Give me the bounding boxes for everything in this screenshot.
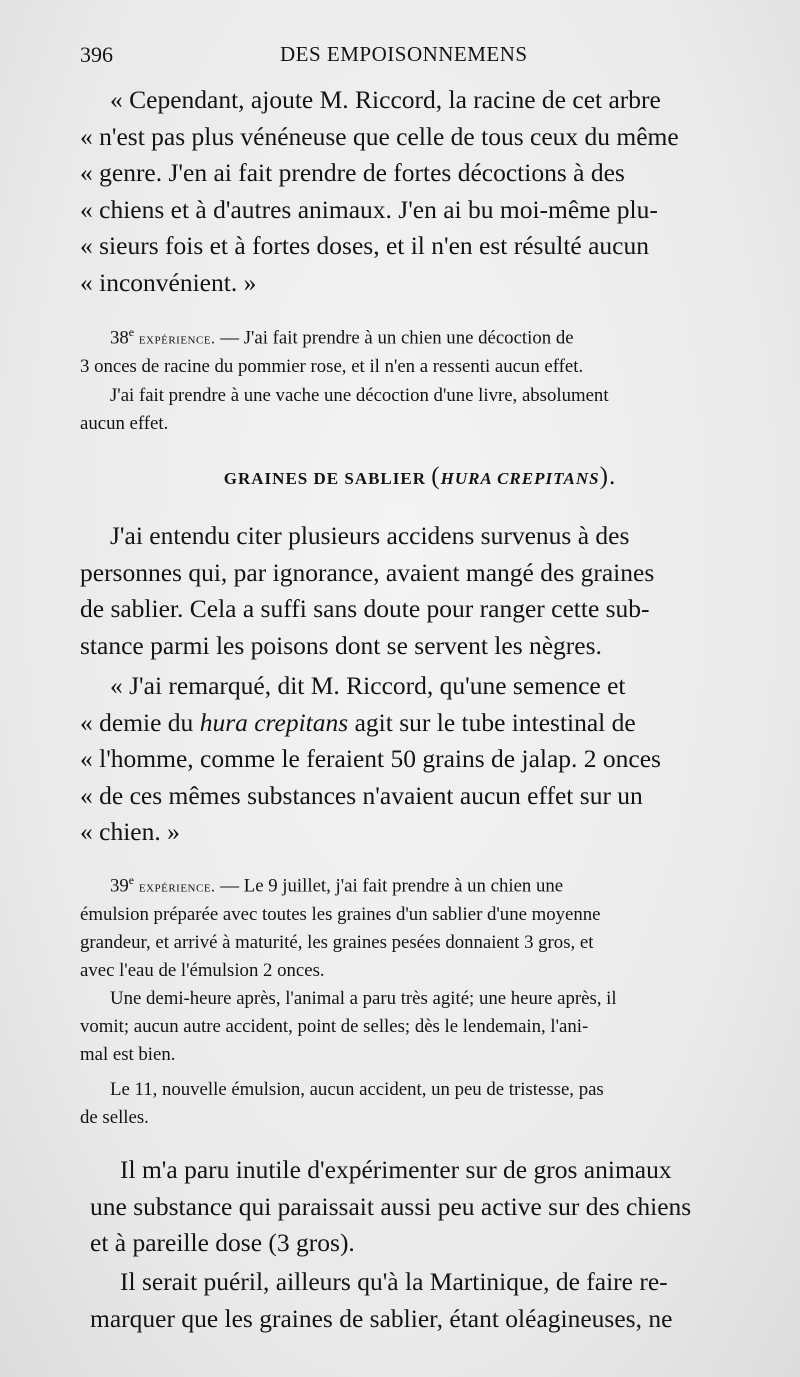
text-line: marquer que les graines de sablier, étant oléagineuses, ne: [90, 1303, 673, 1333]
text-line: de sablier. Cela a suffi sans doute pour ranger cette sub-: [80, 594, 650, 624]
experience-number: 38: [110, 327, 129, 349]
running-head: DES EMPOISONNEMENS: [280, 42, 528, 66]
text-line: « sieurs fois et à fortes doses, et il n'en est résulté aucun: [80, 231, 649, 261]
text-line: une substance qui paraissait aussi peu active sur des chiens: [90, 1191, 692, 1221]
text-line: « chien. »: [80, 817, 180, 847]
section-heading: [80, 463, 760, 491]
text-line: personnes qui, par ignorance, avaient mangé des graines: [80, 557, 655, 587]
text-line: [80, 866, 760, 901]
text-line: mal est bien.: [80, 1044, 176, 1065]
section-heading-name: GRAINES DE SABLIER: [223, 469, 427, 488]
text-line: et à pareille dose (3 gros).: [90, 1228, 355, 1258]
experience-text: — Le 9 juillet, j'ai fait prendre à un chien une: [215, 875, 564, 897]
text-line: « n'est pas plus vénéneuse que celle de tous ceux du même: [80, 121, 679, 151]
experience-number: 39: [110, 875, 129, 897]
text-line: 3 onces de racine du pommier rose, et il n'en a ressenti aucun effet.: [80, 356, 584, 378]
text-line: Le 11, nouvelle émulsion, aucun accident, un peu de tristesse, pas: [110, 1079, 604, 1100]
text-line: « genre. J'en ai fait prendre de fortes décoctions à des: [80, 158, 625, 188]
text-line: « Cependant, ajoute M. Riccord, la racine de cet arbre: [110, 85, 661, 114]
text-line: Une demi-heure après, l'animal a paru très agité; une heure après, il: [110, 988, 617, 1009]
page-number: 396: [80, 42, 113, 67]
paragraph-pueril: [80, 1264, 760, 1337]
experience-label: expérience.: [138, 330, 216, 348]
text-line: « J'ai remarqué, dit M. Riccord, qu'une semence et: [110, 671, 626, 700]
quote-riccord-racine: [80, 82, 760, 302]
text-line: Il m'a paru inutile d'expérimenter sur de gros animaux: [120, 1155, 672, 1184]
text-line: avec l'eau de l'émulsion 2 onces.: [80, 960, 325, 982]
paragraph-le-11: [80, 1076, 760, 1132]
experience-text: — J'ai fait prendre à un chien une décoction de: [215, 327, 574, 349]
paragraph-demi-heure: [80, 985, 760, 1069]
text-line: vomit; aucun autre accident, point de selles; dès le lendemain, l'ani-: [80, 1016, 589, 1037]
section-heading-paren-open: (: [431, 463, 441, 490]
section-heading-latin: HURA CREPITANS: [440, 469, 600, 488]
paragraph-accidens: [80, 518, 760, 664]
experience-sup: e: [128, 873, 135, 887]
text-line: [80, 705, 760, 742]
experience-sup: e: [128, 325, 135, 339]
experience-39: [80, 866, 760, 985]
text-line: stance parmi les poisons dont se servent les nègres.: [80, 630, 602, 660]
text-fragment: agit sur le tube intestinal de: [348, 707, 636, 737]
text-line: J'ai entendu citer plusieurs accidens survenus à des: [110, 521, 630, 550]
section-heading-paren-close: ).: [599, 463, 617, 490]
text-line: « chiens et à d'autres animaux. J'en ai bu moi-même plu-: [80, 194, 658, 224]
text-line: « l'homme, comme le feraient 50 grains de jalap. 2 onces: [80, 744, 661, 774]
text-line: « de ces mêmes substances n'avaient aucun effet sur un: [80, 780, 643, 810]
page-header: [80, 36, 756, 70]
text-line: Il serait puéril, ailleurs qu'à la Martinique, de faire re-: [120, 1267, 668, 1296]
text-line: de selles.: [80, 1107, 149, 1128]
text-line: aucun effet.: [80, 413, 169, 434]
latin-name: hura crepitans: [199, 707, 349, 737]
text-fragment: « demie du: [80, 707, 200, 737]
text-line: grandeur, et arrivé à maturité, les graines pesées donnaient 3 gros, et: [80, 932, 594, 954]
text-line: [80, 318, 760, 353]
text-line: « inconvénient. »: [80, 267, 257, 297]
paragraph-inutile: [80, 1152, 760, 1262]
text-line: J'ai fait prendre à une vache une décoction d'une livre, absolument: [110, 385, 609, 406]
experience-label: expérience.: [138, 878, 216, 896]
experience-38: [80, 318, 760, 381]
paragraph-vache: [80, 382, 760, 438]
text-line: émulsion préparée avec toutes les graines d'un sablier d'une moyenne: [80, 904, 601, 926]
quote-riccord-hura: [80, 668, 760, 851]
